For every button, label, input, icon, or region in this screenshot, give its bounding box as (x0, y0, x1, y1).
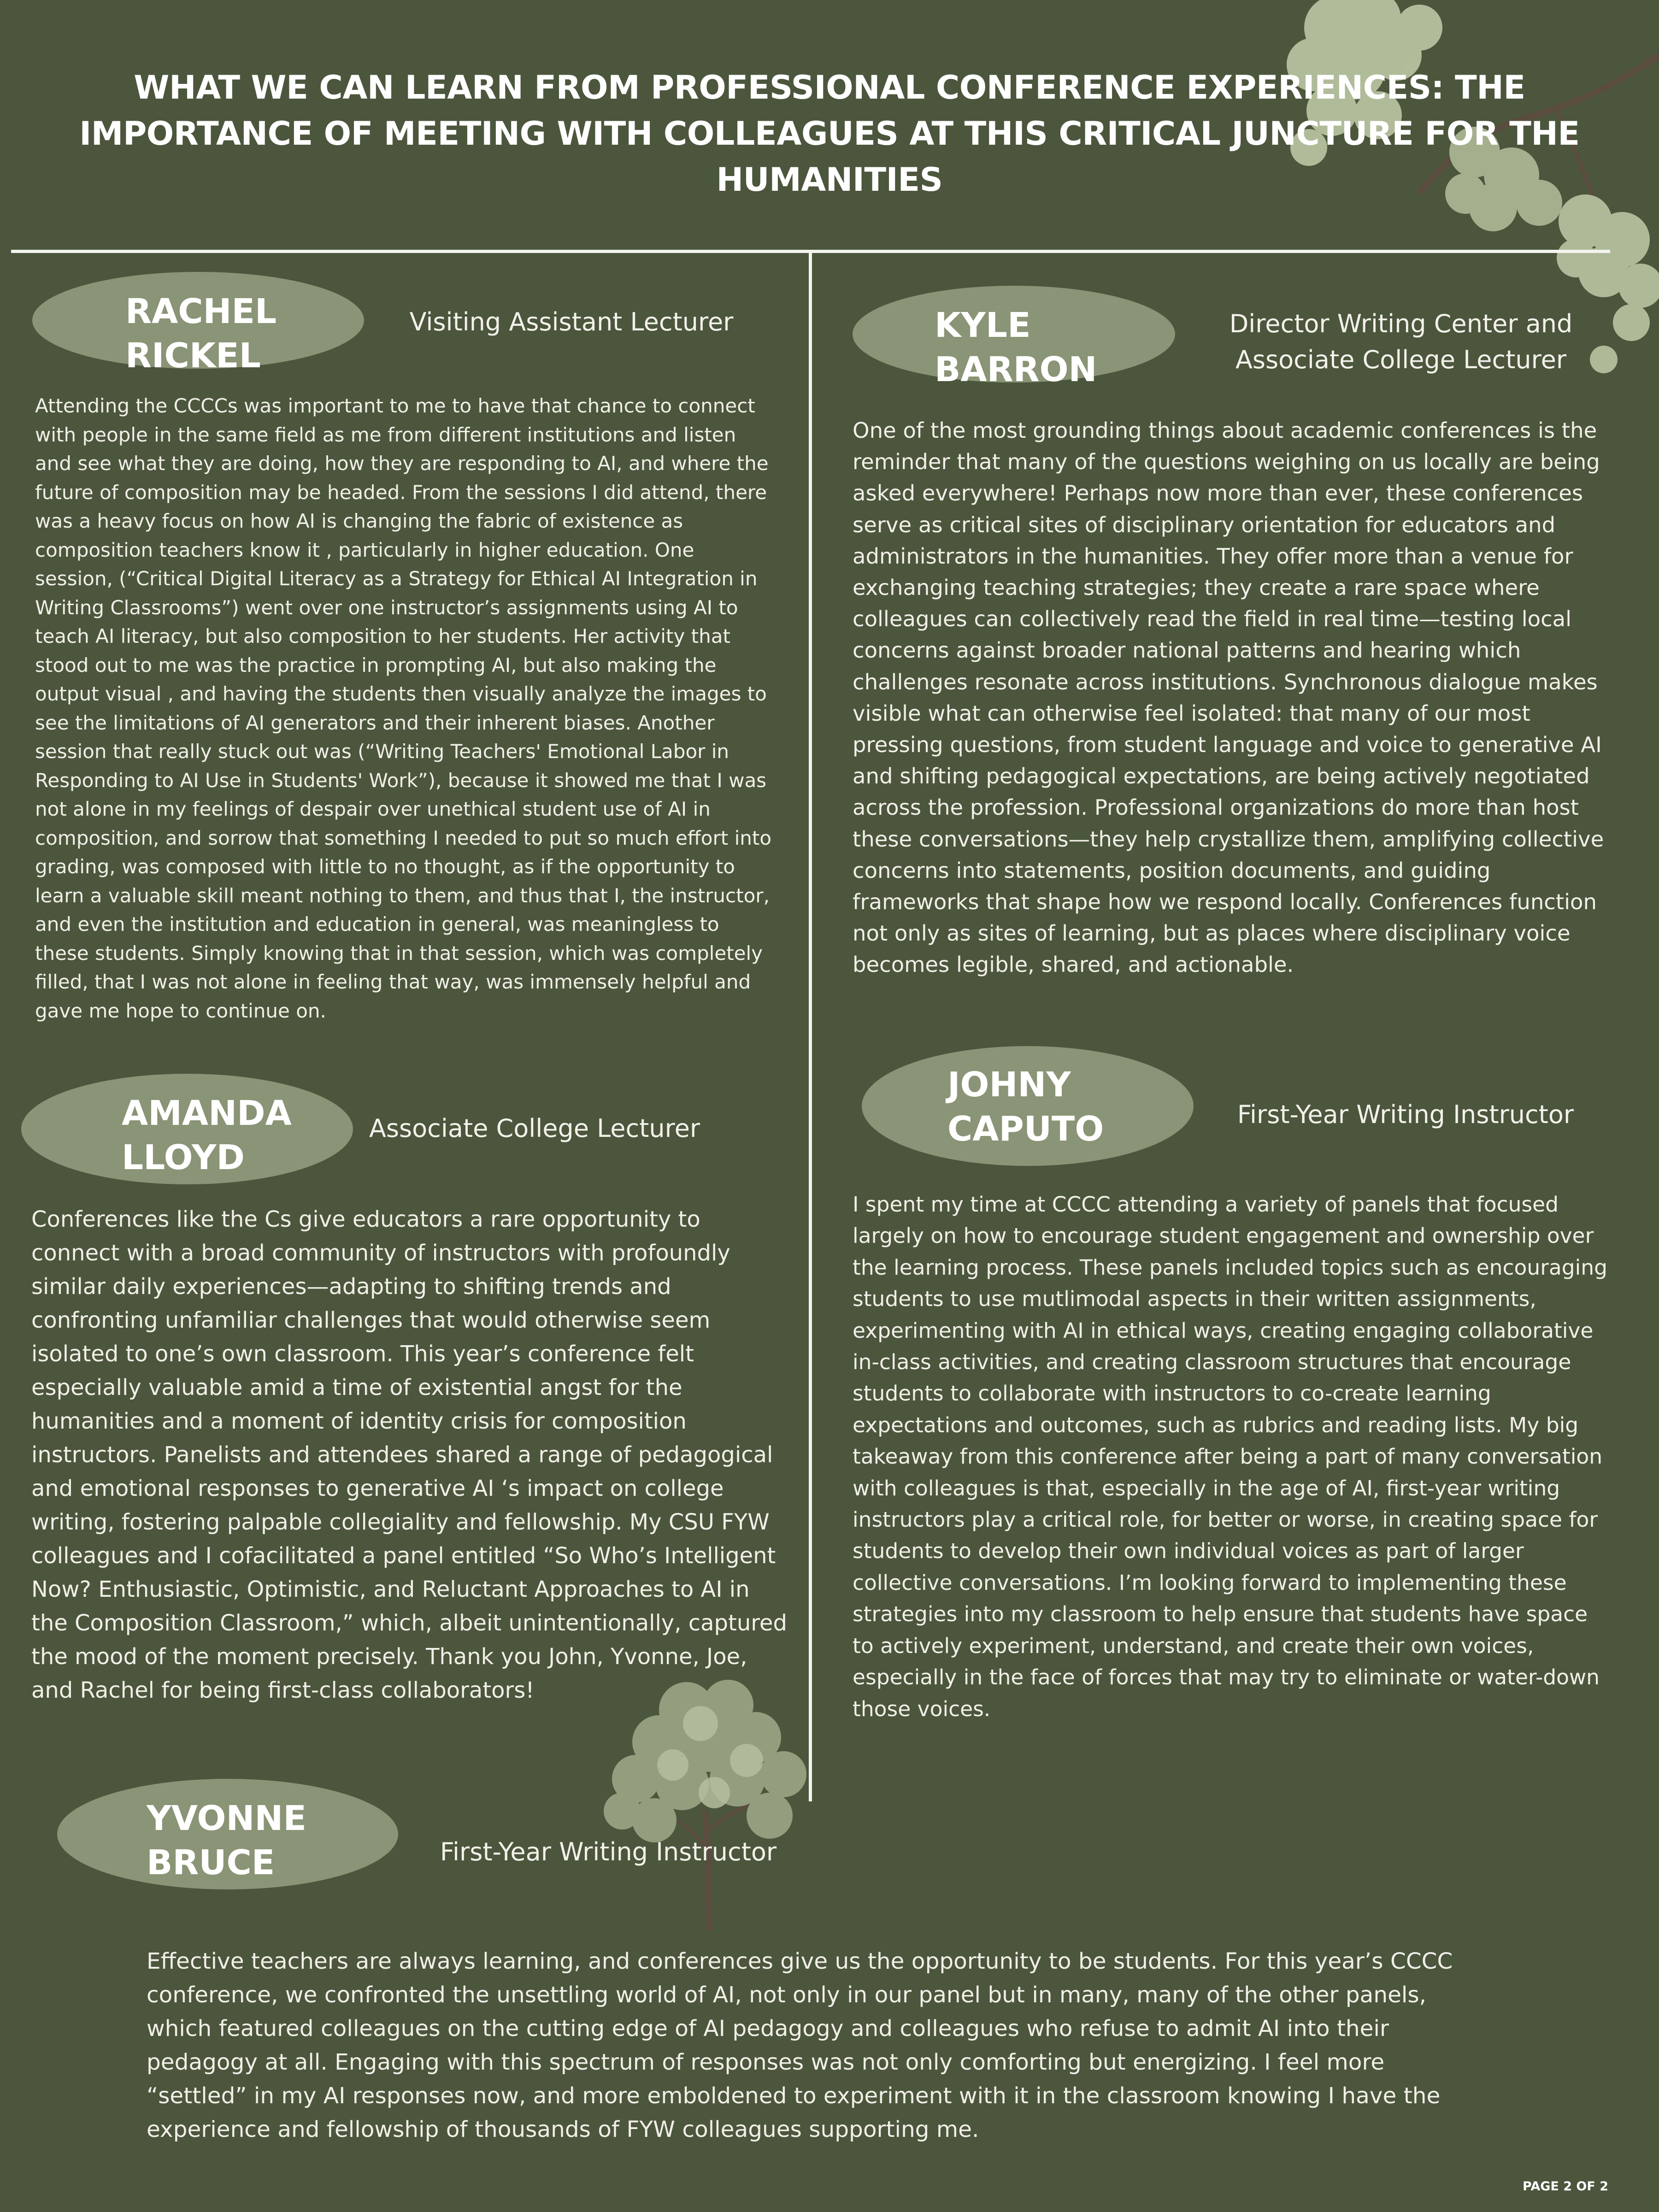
role-yvonne: First-Year Writing Instructor (440, 1837, 777, 1866)
role-johny: First-Year Writing Instructor (1237, 1100, 1574, 1129)
horizontal-divider (11, 250, 1610, 253)
name-last: BARRON (935, 350, 1097, 389)
name-first: KYLE (935, 306, 1031, 345)
tree-foliage-bottom-decoration (594, 1673, 825, 1931)
testimonial-text-amanda: Conferences like the Cs give educators a rare opportunity to connect with a broad community of instructors with profoundly similar daily experiences—adapting to shifting trends and confronting unfamiliar challenges that would otherwise seem isolated to one’s own classroom. This year’s conference felt especially valuable amid a time of existential angst for the humanities and a moment of identity crisis for composition instructors. Panelists and attendees shared a range of pedagogical and emotional responses to generative AI ‘s impact on college writing, fostering palpable collegiality and fellowship. My CSU FYW colleagues and I cofacilitated a panel entitled “So Who’s Intelligent Now? Enthusiastic, Optimistic, and Reluctant Approaches to AI in the Composition Classroom,” which, albeit unintentionally, captured the mood of the moment precisely. Thank you John, Yvonne, Joe, and Rachel for being first-class collaborators! (31, 1206, 787, 1703)
name-badge-kyle (853, 286, 1175, 389)
name-last: RICKEL (125, 336, 261, 376)
vertical-column-divider (809, 253, 812, 1801)
name-last: CAPUTO (947, 1109, 1104, 1149)
name-badge-amanda (21, 1074, 353, 1184)
role-amanda: Associate College Lecturer (369, 1114, 700, 1143)
testimonial-text-rachel: Attending the CCCCs was important to me to have that chance to connect with people in the same field as me from different institutions and listen and see what they are doing, how they are responding to AI, and where the future of composition may be headed. From the sessions I did attend, there was a heavy focus on how AI is changing the fabric of existence as composition teachers know it , particularly in higher education. One session, (“Critical Digital Literacy as a Strategy for Ethical AI Integration in Writing Classrooms”) went over one instructor’s assignments using AI to teach AI literacy, but also composition to her students. Her activity that stood out to me was the practice in prompting AI, but also making the output visual , and having the students then visually analyze the images to see the limitations of AI generators and their inherent biases. Another session that really stuck out was (“Writing Teachers' Emotional Labor in Responding to AI Use in Students' Work”), because it showed me that I was not alone in my feelings of despair over unethical student use of AI in composition, and sorrow that something I needed to put so much effort into grading, was composed with little to no thought, as if the opportunity to learn a valuable skill meant nothing to them, and thus that I, the instructor, and even the institution and education in general, was meaningless to these students. Simply knowing that in that session, which was completely filled, that I was not alone in feeling that way, was immensely helpful and gave me hope to continue on. (35, 394, 772, 1022)
name-badge-johny (862, 1046, 1194, 1166)
role-line2: Associate College Lecturer (1235, 345, 1567, 374)
role-kyle (1198, 306, 1604, 378)
page-title: WHAT WE CAN LEARN FROM PROFESSIONAL CONFERENCE EXPERIENCES: THE IMPORTANCE OF MEETING WITH COLLEAGUES AT THIS CRITICAL JUNCTURE FOR THE HUMANITIES (79, 69, 1580, 199)
testimonial-text-yvonne: Effective teachers are always learning, and conferences give us the opportunity to be students. For this year’s CCCC conference, we confronted the unsettling world of AI, not only in our panel but in many, many of the other panels, which featured colleagues on the cutting edge of AI pedagogy and colleagues who refuse to admit AI into their pedagogy at all. Engaging with this spectrum of responses was not only comforting but energizing. I feel more “settled” in my AI responses now, and more emboldened to experiment with it in the classroom knowing I have the experience and fellowship of thousands of FYW colleagues supporting me. (147, 1948, 1453, 2142)
name-last: LLOYD (122, 1138, 245, 1177)
testimonial-text-kyle: One of the most grounding things about academic conferences is the reminder that many of the questions weighing on us locally are being asked everywhere! Perhaps now more than ever, these conferences serve as critical sites of disciplinary orientation for educators and administrators in the humanities. They offer more than a venue for exchanging teaching strategies; they create a rare space where colleagues can collectively read the field in real time—testing local concerns against broader national patterns and hearing which challenges resonate across institutions. Synchronous dialogue makes visible what can otherwise feel isolated: that many of our most pressing questions, from student language and voice to generative AI and shifting pedagogical expectations, are being actively negotiated across the profession. Professional organizations do more than host these conversations—they help crystallize them, amplifying collective concerns into statements, position documents, and guiding frameworks that shape how we respond locally. Conferences function not only as sites of learning, but as places where disciplinary voice becomes legible, shared, and actionable. (853, 418, 1604, 977)
name-first: JOHNY (947, 1065, 1071, 1105)
role-line1: Director Writing Center and (1229, 309, 1573, 338)
name-first: RACHEL (125, 292, 277, 331)
foliage-tree-icon (594, 1673, 825, 1931)
name-last: BRUCE (147, 1843, 275, 1883)
name-first: YVONNE (147, 1799, 306, 1838)
role-rachel: Visiting Assistant Lecturer (409, 307, 734, 336)
name-badge-yvonne (57, 1779, 398, 1889)
name-badge-rachel (32, 272, 364, 376)
page-number: PAGE 2 OF 2 (1523, 2179, 1608, 2194)
testimonial-text-johny: I spent my time at CCCC attending a variety of panels that focused largely on how to encourage student engagement and ownership over the learning process. These panels included topics such as encouraging students to use mutlimodal aspects in their written assignments, experimenting with AI in ethical ways, creating engaging collaborative in-class activities, and creating classroom structures that encourage students to collaborate with instructors to co-create learning expectations and outcomes, such as rubrics and reading lists. My big takeaway from this conference after being a part of many conversation with colleagues is that, especially in the age of AI, first-year writing instructors play a critical role, for better or worse, in creating space for students to develop their own individual voices as part of larger collective conversations. I’m looking forward to implementing these strategies into my classroom to help ensure that students have space to actively experiment, understand, and create their own voices, especially in the face of forces that may try to eliminate or water-down those voices. (853, 1192, 1608, 1721)
name-first: AMANDA (122, 1094, 292, 1133)
